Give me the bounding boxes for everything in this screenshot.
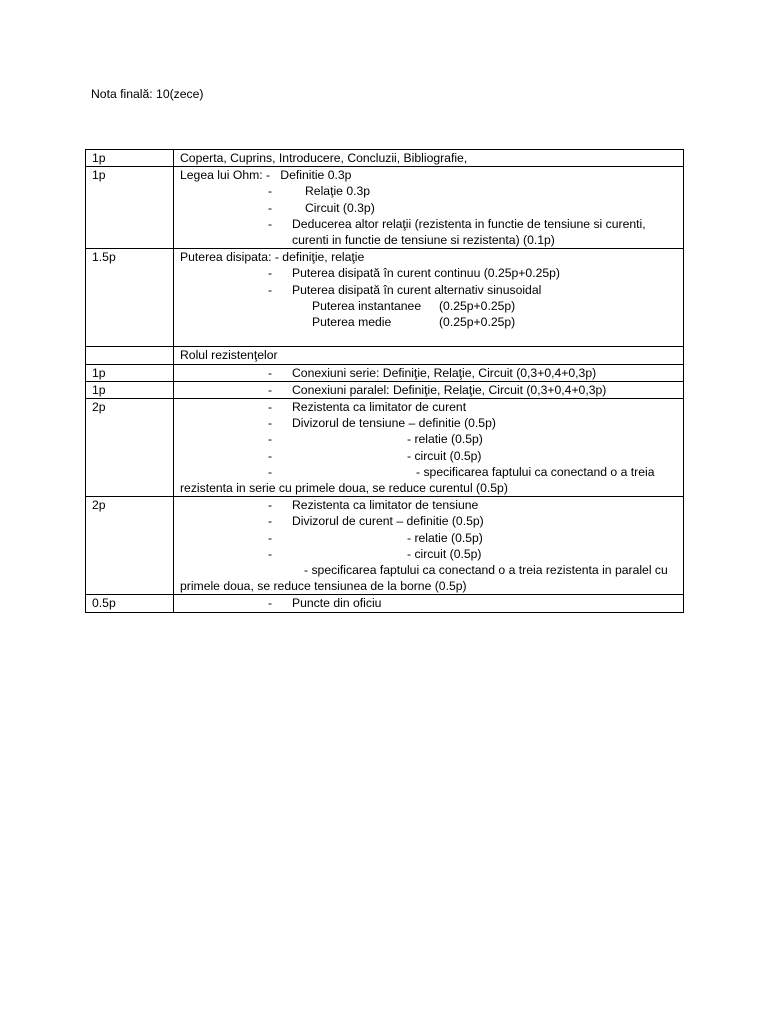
bullet-dash: -	[268, 184, 273, 199]
sub-item-line	[180, 298, 680, 314]
criteria-cell	[174, 381, 684, 398]
criteria-cell	[174, 399, 684, 497]
criterion-item-line	[180, 595, 680, 611]
sub-item: - specificarea faptului ca conectand o a treia rezistenta in paralel cu primele doua, se reduce tensiunea de la borne (0.5p)	[180, 563, 668, 594]
sub-item: - specificarea faptului ca conectand o a treia rezistenta in serie cu primele doua, se reduce curentul (0.5p)	[180, 464, 655, 496]
bullet-dash: -	[268, 530, 273, 545]
sub-item-line	[180, 530, 680, 546]
criterion-item: Rezistenta ca limitator de curent	[292, 400, 467, 415]
criteria-cell	[174, 595, 684, 612]
sub-item-line	[180, 431, 680, 447]
points-cell: 2p	[86, 399, 174, 497]
sub-item: - circuit (0.5p)	[407, 448, 482, 463]
table-row	[86, 364, 684, 381]
criterion-title: Coperta, Cuprins, Introducere, Concluzii, Bibliografie,	[180, 151, 468, 165]
criterion-item-line	[180, 415, 680, 431]
criterion-item: Puncte din oficiu	[292, 596, 382, 611]
sub-item-line	[180, 546, 680, 562]
criterion-item: Rezistenta ca limitator de tensiune	[292, 498, 479, 513]
criteria-cell	[174, 150, 684, 167]
bullet-dash: -	[268, 282, 273, 297]
criterion-item-line	[180, 200, 680, 216]
criteria-cell	[174, 249, 684, 347]
grading-rubric-table	[85, 149, 684, 613]
table-row	[86, 167, 684, 249]
criteria-cell	[174, 497, 684, 595]
criterion-item-line	[180, 183, 680, 199]
criteria-cell	[174, 167, 684, 249]
criterion-item-line	[180, 216, 680, 248]
bullet-dash: -	[268, 200, 273, 215]
criterion-item-line	[180, 399, 680, 415]
criterion-item: Conexiuni paralel: Definiţie, Relaţie, Circuit (0,3+0,4+0,3p)	[292, 382, 607, 397]
criterion-item: Puterea disipată în curent continuu (0.25p+0.25p)	[292, 266, 560, 281]
criterion-title: Puterea disipata: - definiţie, relaţie	[180, 250, 365, 265]
criterion-item-line	[180, 513, 680, 529]
criterion-item: Definitie 0.3p	[280, 168, 352, 183]
points-cell: 0.5p	[86, 595, 174, 612]
table-row	[86, 150, 684, 167]
criterion-item: Divizorul de tensiune – definitie (0.5p)	[292, 416, 496, 431]
criterion-item-line	[180, 497, 680, 513]
final-grade: Nota finală: 10(zece)	[91, 87, 204, 101]
sub-item-line	[180, 314, 680, 330]
table-row	[86, 249, 684, 347]
bullet-dash: -	[268, 498, 273, 513]
sub-item-label: Puterea medie	[312, 315, 392, 330]
sub-item-line	[180, 562, 680, 594]
criterion-item: Relaţie 0.3p	[305, 184, 371, 199]
bullet-dash: -	[268, 448, 273, 463]
table-row	[86, 399, 684, 497]
sub-item-value: (0.25p+0.25p)	[439, 315, 516, 330]
criterion-item: Divizorul de curent – definitie (0.5p)	[292, 514, 484, 529]
bullet-dash: -	[268, 365, 273, 380]
criterion-item: Deducerea altor relaţii (rezistenta in functie de tensiune si curenti, curenti in functie de tensiune si rezistenta) (0.1p)	[292, 216, 646, 248]
table-row	[86, 595, 684, 612]
bullet-dash: -	[268, 382, 273, 397]
criterion-item: Circuit (0.3p)	[305, 200, 375, 215]
bullet-dash: -	[268, 216, 273, 231]
criterion-item-line	[180, 382, 680, 398]
sub-item-line	[180, 448, 680, 464]
bullet-dash: -	[268, 546, 273, 561]
points-cell: 2p	[86, 497, 174, 595]
points-cell: 1p	[86, 364, 174, 381]
bullet-dash: -	[268, 266, 273, 281]
points-cell: 1p	[86, 167, 174, 249]
points-cell: 1p	[86, 381, 174, 398]
criterion-item: Puterea disipată în curent alternativ sinusoidal	[292, 282, 542, 297]
criteria-cell	[174, 364, 684, 381]
sub-item-line	[180, 464, 680, 496]
bullet-dash: -	[268, 514, 273, 529]
section-title: Rolul rezistenţelor	[180, 348, 278, 363]
criterion-item-line	[180, 365, 680, 381]
criterion-item-line	[180, 282, 680, 298]
table-row	[86, 347, 684, 364]
table-row	[86, 381, 684, 398]
sub-item: - circuit (0.5p)	[407, 546, 482, 561]
criterion-title-line	[180, 167, 680, 183]
sub-item-label: Puterea instantanee	[312, 298, 422, 313]
bullet-dash: -	[268, 400, 273, 415]
bullet-dash: -	[268, 416, 273, 431]
spacer	[180, 330, 680, 346]
points-cell: 1p	[86, 150, 174, 167]
sub-item: - relatie (0.5p)	[407, 432, 483, 447]
sub-item-value: (0.25p+0.25p)	[439, 298, 516, 313]
table-row	[86, 497, 684, 595]
criterion-item-line	[180, 265, 680, 281]
bullet-dash: -	[268, 596, 273, 611]
criterion-title: Legea lui Ohm: -	[180, 168, 271, 183]
points-cell	[86, 347, 174, 364]
bullet-dash: -	[268, 464, 273, 479]
criteria-cell	[174, 347, 684, 364]
criterion-item: Conexiuni serie: Definiţie, Relaţie, Circuit (0,3+0,4+0,3p)	[292, 365, 597, 380]
points-cell: 1.5p	[86, 249, 174, 347]
bullet-dash: -	[268, 432, 273, 447]
sub-item: - relatie (0.5p)	[407, 530, 483, 545]
